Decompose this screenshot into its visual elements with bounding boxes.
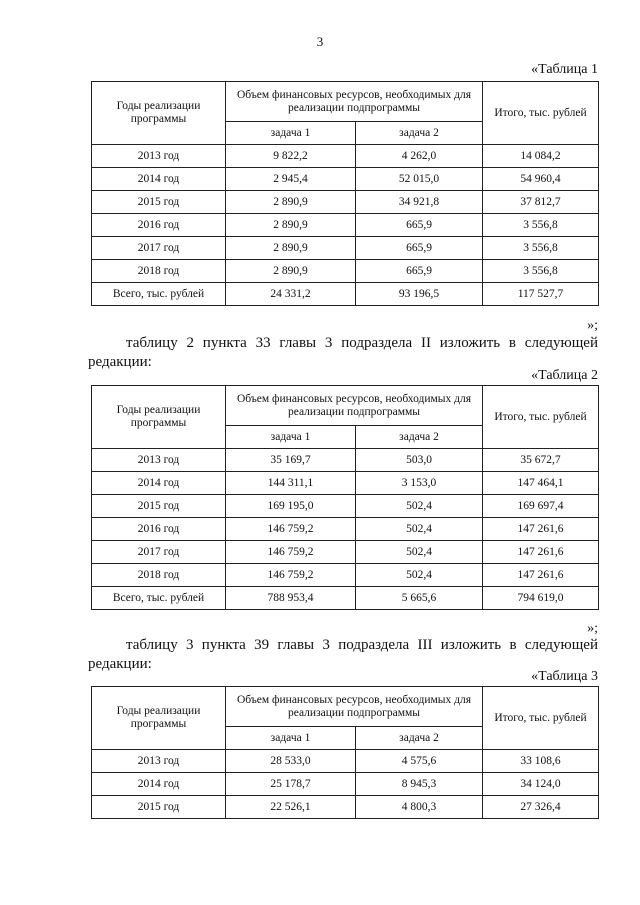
table-2-caption: «Таблица 2 (531, 368, 598, 383)
cell-task-2: 4 262,0 (356, 145, 483, 168)
cell-total: 33 108,6 (483, 750, 599, 773)
table-row (92, 237, 599, 260)
cell-year: 2015 год (92, 796, 226, 819)
cell-year: 2017 год (92, 237, 226, 260)
table-3 (91, 686, 599, 819)
cell-total: 27 326,4 (483, 796, 599, 819)
cell-task-1: 24 331,2 (226, 283, 356, 306)
page-number: 3 (316, 34, 324, 49)
header-total: Итого, тыс. рублей (483, 687, 599, 750)
cell-year: 2013 год (92, 449, 226, 472)
table-1-caption: «Таблица 1 (531, 62, 598, 77)
cell-task-2: 503,0 (356, 449, 483, 472)
header-years: Годы реализации программы (92, 82, 226, 145)
header-task-1: задача 1 (226, 727, 356, 750)
table-row (92, 283, 599, 306)
table-row (92, 191, 599, 214)
header-task-2: задача 2 (356, 122, 483, 145)
cell-total: 147 261,6 (483, 518, 599, 541)
cell-task-1: 788 953,4 (226, 587, 356, 610)
cell-task-1: 2 890,9 (226, 214, 356, 237)
header-task-1: задача 1 (226, 426, 356, 449)
cell-task-1: 25 178,7 (226, 773, 356, 796)
cell-total: 117 527,7 (483, 283, 599, 306)
cell-task-2: 4 575,6 (356, 750, 483, 773)
header-task-2: задача 2 (356, 426, 483, 449)
cell-task-1: 2 890,9 (226, 191, 356, 214)
paragraph-2-line-2: редакции: (88, 656, 152, 672)
table-row (92, 773, 599, 796)
cell-task-2: 665,9 (356, 237, 483, 260)
cell-total: 169 697,4 (483, 495, 599, 518)
cell-year: 2014 год (92, 472, 226, 495)
cell-total: 35 672,7 (483, 449, 599, 472)
cell-year: 2018 год (92, 564, 226, 587)
header-resources: Объем финансовых ресурсов, необходимых для реализации подпрограммы (226, 82, 483, 122)
table-row (92, 472, 599, 495)
table-row (92, 750, 599, 773)
cell-total: 3 556,8 (483, 237, 599, 260)
cell-task-2: 502,4 (356, 564, 483, 587)
cell-task-2: 93 196,5 (356, 283, 483, 306)
cell-total: 3 556,8 (483, 214, 599, 237)
cell-year: 2015 год (92, 191, 226, 214)
cell-task-2: 5 665,6 (356, 587, 483, 610)
cell-task-2: 665,9 (356, 260, 483, 283)
cell-year: Всего, тыс. рублей (92, 587, 226, 610)
cell-task-1: 169 195,0 (226, 495, 356, 518)
table-row (92, 145, 599, 168)
cell-task-1: 9 822,2 (226, 145, 356, 168)
header-years: Годы реализации программы (92, 687, 226, 750)
cell-task-1: 144 311,1 (226, 472, 356, 495)
header-total: Итого, тыс. рублей (483, 82, 599, 145)
table-1-closing: »; (587, 318, 598, 333)
header-task-1: задача 1 (226, 122, 356, 145)
table-row (92, 260, 599, 283)
cell-total: 3 556,8 (483, 260, 599, 283)
table-row (92, 168, 599, 191)
header-task-2: задача 2 (356, 727, 483, 750)
paragraph-2-line-1: таблицу 3 пункта 39 главы 3 подраздела III изложить в следующей (126, 637, 598, 653)
header-years: Годы реализации программы (92, 386, 226, 449)
cell-task-2: 52 015,0 (356, 168, 483, 191)
cell-year: 2015 год (92, 495, 226, 518)
cell-task-1: 2 890,9 (226, 260, 356, 283)
paragraph-1-line-2: редакции: (88, 354, 152, 370)
table-3-caption: «Таблица 3 (531, 669, 598, 684)
cell-year: 2014 год (92, 168, 226, 191)
cell-total: 34 124,0 (483, 773, 599, 796)
cell-task-1: 146 759,2 (226, 541, 356, 564)
cell-total: 54 960,4 (483, 168, 599, 191)
table-row (92, 449, 599, 472)
paragraph-1-line-1: таблицу 2 пункта 33 главы 3 подраздела II изложить в следующей (126, 335, 598, 351)
header-resources: Объем финансовых ресурсов, необходимых для реализации подпрограммы (226, 386, 483, 426)
table-row (92, 564, 599, 587)
cell-year: 2018 год (92, 260, 226, 283)
cell-task-1: 2 890,9 (226, 237, 356, 260)
cell-total: 14 084,2 (483, 145, 599, 168)
cell-task-2: 665,9 (356, 214, 483, 237)
cell-total: 37 812,7 (483, 191, 599, 214)
table-row (92, 495, 599, 518)
table-2 (91, 385, 599, 610)
cell-task-1: 2 945,4 (226, 168, 356, 191)
table-row (92, 541, 599, 564)
cell-total: 147 464,1 (483, 472, 599, 495)
cell-total: 794 619,0 (483, 587, 599, 610)
cell-year: 2016 год (92, 214, 226, 237)
header-resources: Объем финансовых ресурсов, необходимых для реализации подпрограммы (226, 687, 483, 727)
cell-year: Всего, тыс. рублей (92, 283, 226, 306)
paragraph-1 (88, 334, 598, 372)
cell-year: 2017 год (92, 541, 226, 564)
table-row (92, 518, 599, 541)
cell-task-2: 502,4 (356, 541, 483, 564)
cell-task-2: 3 153,0 (356, 472, 483, 495)
cell-task-1: 35 169,7 (226, 449, 356, 472)
cell-task-1: 146 759,2 (226, 518, 356, 541)
cell-year: 2016 год (92, 518, 226, 541)
cell-task-2: 4 800,3 (356, 796, 483, 819)
cell-task-1: 22 526,1 (226, 796, 356, 819)
cell-task-2: 8 945,3 (356, 773, 483, 796)
cell-task-2: 502,4 (356, 518, 483, 541)
table-2-closing: »; (587, 621, 598, 636)
cell-task-1: 146 759,2 (226, 564, 356, 587)
cell-year: 2013 год (92, 750, 226, 773)
cell-total: 147 261,6 (483, 564, 599, 587)
cell-total: 147 261,6 (483, 541, 599, 564)
table-row (92, 796, 599, 819)
cell-task-2: 34 921,8 (356, 191, 483, 214)
header-total: Итого, тыс. рублей (483, 386, 599, 449)
cell-task-1: 28 533,0 (226, 750, 356, 773)
cell-year: 2014 год (92, 773, 226, 796)
cell-task-2: 502,4 (356, 495, 483, 518)
paragraph-2 (88, 636, 598, 674)
cell-year: 2013 год (92, 145, 226, 168)
table-row (92, 587, 599, 610)
table-1 (91, 81, 599, 306)
table-row (92, 214, 599, 237)
